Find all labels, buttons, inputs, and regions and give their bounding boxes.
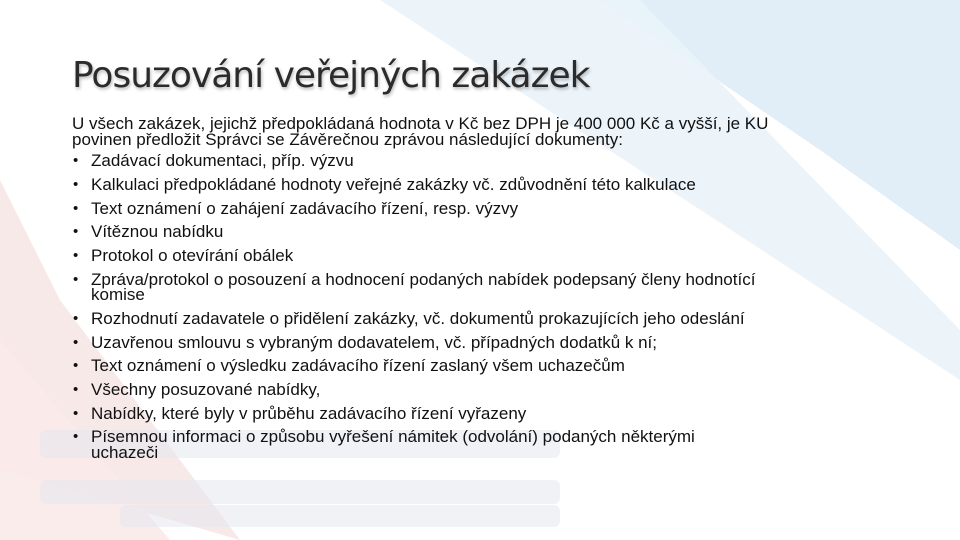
- intro-paragraph: [72, 116, 892, 147]
- bullet-icon: •: [73, 175, 79, 193]
- intro-line-1: U všech zakázek, jejichž předpokládaná hodnota v Kč bez DPH je 400 000 Kč a vyšší, je KU: [72, 114, 769, 133]
- bullet-icon: •: [73, 333, 79, 351]
- bullet-icon: •: [73, 309, 79, 327]
- list-item: • Zpráva/protokol o posouzení a hodnocení podaných nabídek podepsaný členy hodnotící komise: [73, 269, 756, 305]
- list-item: • Uzavřenou smlouvu s vybraným dodavatelem, vč. případných dodatků k ní;: [73, 332, 658, 352]
- list-item: • Všechny posuzované nabídky,: [73, 379, 321, 399]
- document-list: [72, 153, 892, 460]
- list-item: • Kalkulaci předpokládané hodnoty veřejné zakázky vč. zdůvodnění této kalkulace: [73, 174, 696, 194]
- list-item: • Nabídky, které byly v průběhu zadávacího řízení vyřazeny: [73, 403, 527, 423]
- list-item: • Protokol o otevírání obálek: [73, 245, 294, 265]
- bullet-icon: •: [73, 380, 79, 398]
- bullet-icon: •: [73, 357, 79, 375]
- list-item: • Text oznámení o zahájení zadávacího řízení, resp. výzvy: [73, 198, 519, 218]
- list-item: • Vítěznou nabídku: [73, 222, 224, 242]
- list-item: • Písemnou informaci o způsobu vyřešení námitek (odvolání) podaných některými uchazeči: [73, 427, 695, 462]
- bullet-icon: •: [73, 246, 79, 264]
- slide-title: Posuzování veřejných zakázek: [72, 55, 590, 96]
- bullet-icon: •: [73, 270, 79, 288]
- bullet-icon: •: [73, 223, 79, 241]
- bullet-icon: •: [73, 152, 79, 170]
- bullet-icon: •: [73, 199, 79, 217]
- bullet-icon: •: [73, 428, 79, 446]
- list-item: • Zadávací dokumentaci, příp. výzvu: [73, 151, 354, 171]
- list-item: • Rozhodnutí zadavatele o přidělení zakázky, vč. dokumentů prokazujících jeho odeslání: [73, 308, 745, 328]
- intro-line-2: povinen předložit Správci se Závěrečnou zprávou následující dokumenty:: [72, 129, 623, 149]
- list-item: • Text oznámení o výsledku zadávacího řízení zaslaný všem uchazečům: [73, 356, 625, 376]
- slide-body: [72, 116, 892, 461]
- bullet-icon: •: [73, 404, 79, 422]
